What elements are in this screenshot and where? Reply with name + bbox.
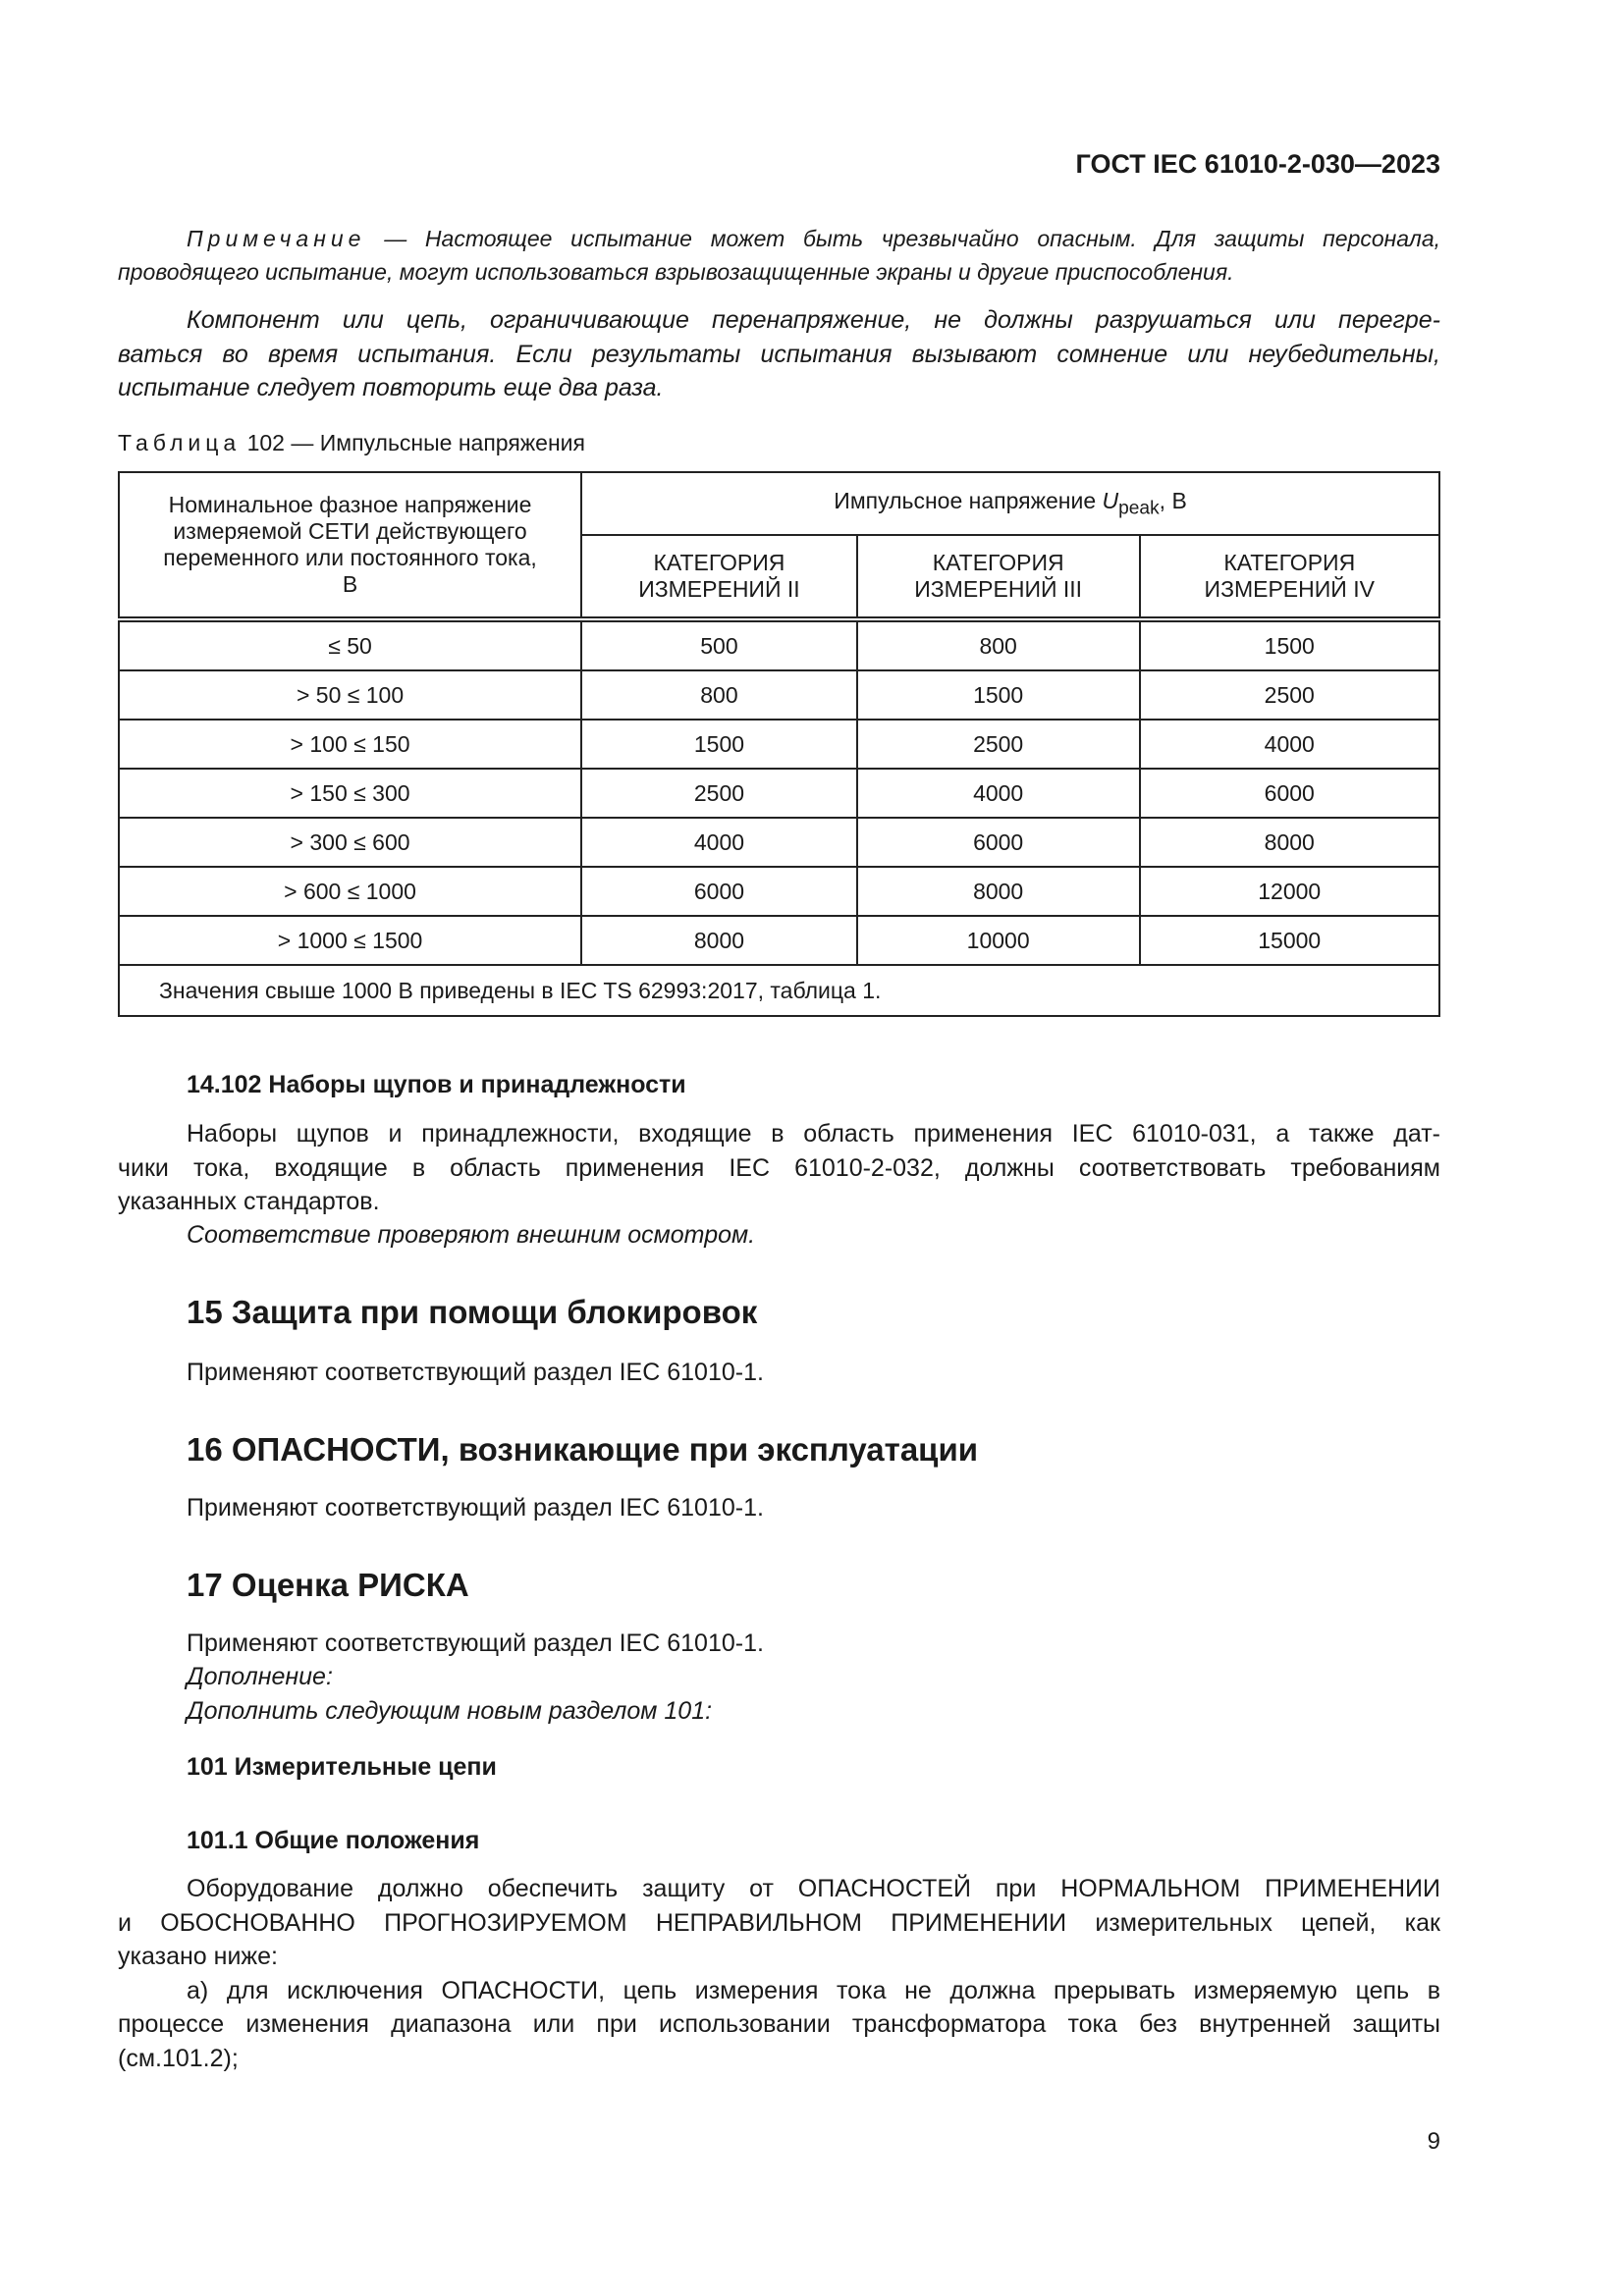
voltage-range-cell: ≤ 50 (119, 619, 581, 670)
addition-text: Дополнить следующим новым разделом 101: (187, 1697, 713, 1725)
section-101-1-title: 101.1 Общие положения (187, 1827, 480, 1854)
impulse-voltage-cell: 1500 (581, 720, 857, 769)
impulse-voltage-cell: 8000 (581, 916, 857, 965)
impulse-voltage-cell: 4000 (1140, 720, 1440, 769)
voltage-range-cell: > 1000 ≤ 1500 (119, 916, 581, 965)
paragraph-line: ваться во время испытания. Если результаты испытания вызывают сомнение или неубедительны, (118, 341, 1440, 368)
table-caption-label: Таблица (118, 430, 242, 455)
section-17-text: Применяют соответствующий раздел IEC 61010-1. (187, 1629, 764, 1657)
impulse-voltage-cell: 8000 (857, 867, 1140, 916)
table-caption-text: 102 — Импульсные напряжения (246, 430, 585, 455)
voltage-range-cell: > 50 ≤ 100 (119, 670, 581, 720)
section-15-text: Применяют соответствующий раздел IEC 61010-1. (187, 1359, 764, 1386)
list-item-a-line: (см.101.2); (118, 2045, 239, 2072)
group-header-cell (581, 472, 1439, 535)
table-row (119, 818, 1439, 867)
paragraph-line: Наборы щупов и принадлежности, входящие в область применения IEC 61010-031, а также дат- (187, 1120, 1440, 1148)
section-17-title: 17 Оценка РИСКА (187, 1567, 469, 1603)
note-line-2: проводящего испытание, могут использоваться взрывозащищенные экраны и другие приспособления. (118, 259, 1234, 285)
paragraph-line: указанных стандартов. (118, 1188, 380, 1215)
voltage-range-cell: > 300 ≤ 600 (119, 818, 581, 867)
voltage-range-cell: > 100 ≤ 150 (119, 720, 581, 769)
section-16-text: Применяют соответствующий раздел IEC 61010-1. (187, 1494, 764, 1522)
table-caption (118, 430, 1440, 456)
section-16-title: 16 ОПАСНОСТИ, возникающие при эксплуатации (187, 1431, 979, 1468)
impulse-voltage-cell: 800 (857, 619, 1140, 670)
impulse-voltage-cell: 4000 (581, 818, 857, 867)
impulse-voltage-cell: 1500 (857, 670, 1140, 720)
paragraph-line: испытание следует повторить еще два раза. (118, 374, 664, 401)
impulse-voltage-cell: 8000 (1140, 818, 1440, 867)
table-row (119, 720, 1439, 769)
row-header-cell: Номинальное фазное напряжение измеряемой СЕТИ действующего переменного или постоянного тока, В (119, 472, 581, 619)
impulse-voltage-cell: 4000 (857, 769, 1140, 818)
list-item-a-line: процессе изменения диапазона или при использовании трансформатора тока без внутренней защиты (118, 2010, 1440, 2038)
addition-label: Дополнение: (187, 1663, 333, 1690)
impulse-voltage-cell: 6000 (857, 818, 1140, 867)
impulse-voltage-cell: 2500 (857, 720, 1140, 769)
impulse-voltage-cell: 15000 (1140, 916, 1440, 965)
section-14-102-title: 14.102 Наборы щупов и принадлежности (187, 1071, 686, 1098)
list-item-a-line: а) для исключения ОПАСНОСТИ, цепь измерения тока не должна прерывать измеряемую цепь в (187, 1977, 1440, 2004)
table-row (119, 769, 1439, 818)
document-id-header: ГОСТ IEC 61010-2-030—2023 (1075, 149, 1440, 179)
paragraph-line: указано ниже: (118, 1943, 278, 1970)
table-row (119, 916, 1439, 965)
section-15-title: 15 Защита при помощи блокировок (187, 1294, 758, 1330)
impulse-voltage-cell: 500 (581, 619, 857, 670)
paragraph-line: чики тока, входящие в область применения IEC 61010-2-032, должны соответствовать требованиям (118, 1154, 1440, 1182)
compliance-check: Соответствие проверяют внешним осмотром. (187, 1221, 756, 1249)
paragraph-line: Компонент или цепь, ограничивающие перенапряжение, не должны разрушаться или перегре- (187, 306, 1440, 334)
impulse-voltage-cell: 6000 (1140, 769, 1440, 818)
column-header: КАТЕГОРИЯ ИЗМЕРЕНИЙ IV (1140, 535, 1440, 619)
table-row (119, 619, 1439, 670)
impulse-voltage-cell: 1500 (1140, 619, 1440, 670)
section-101-title: 101 Измерительные цепи (187, 1753, 497, 1781)
impulse-voltage-cell: 10000 (857, 916, 1140, 965)
note-label: Примечание (187, 226, 366, 251)
page-number: 9 (1427, 2128, 1440, 2155)
impulse-voltage-cell: 2500 (581, 769, 857, 818)
note-line-1 (187, 226, 1440, 252)
voltage-range-cell: > 600 ≤ 1000 (119, 867, 581, 916)
impulse-voltage-table (118, 471, 1440, 1017)
impulse-voltage-cell: 12000 (1140, 867, 1440, 916)
paragraph-line: и ОБОСНОВАННО ПРОГНОЗИРУЕМОМ НЕПРАВИЛЬНОМ ПРИМЕНЕНИИ измерительных цепей, как (118, 1909, 1440, 1937)
group-header-unit: , В (1159, 487, 1187, 513)
note-text: — Настоящее испытание может быть чрезвычайно опасным. Для защиты персонала, (384, 226, 1440, 251)
table-row (119, 670, 1439, 720)
impulse-voltage-cell: 800 (581, 670, 857, 720)
column-header: КАТЕГОРИЯ ИЗМЕРЕНИЙ II (581, 535, 857, 619)
voltage-range-cell: > 150 ≤ 300 (119, 769, 581, 818)
table-row (119, 867, 1439, 916)
table-footnote: Значения свыше 1000 В приведены в IEC TS 62993:2017, таблица 1. (119, 965, 1439, 1016)
column-header: КАТЕГОРИЯ ИЗМЕРЕНИЙ III (857, 535, 1140, 619)
group-header-sub: peak (1118, 498, 1160, 519)
impulse-voltage-cell: 2500 (1140, 670, 1440, 720)
group-header-var: U (1102, 487, 1119, 513)
paragraph-line: Оборудование должно обеспечить защиту от ОПАСНОСТЕЙ при НОРМАЛЬНОМ ПРИМЕНЕНИИ (187, 1875, 1440, 1902)
impulse-voltage-cell: 6000 (581, 867, 857, 916)
group-header-text: Импульсное напряжение (834, 487, 1103, 513)
